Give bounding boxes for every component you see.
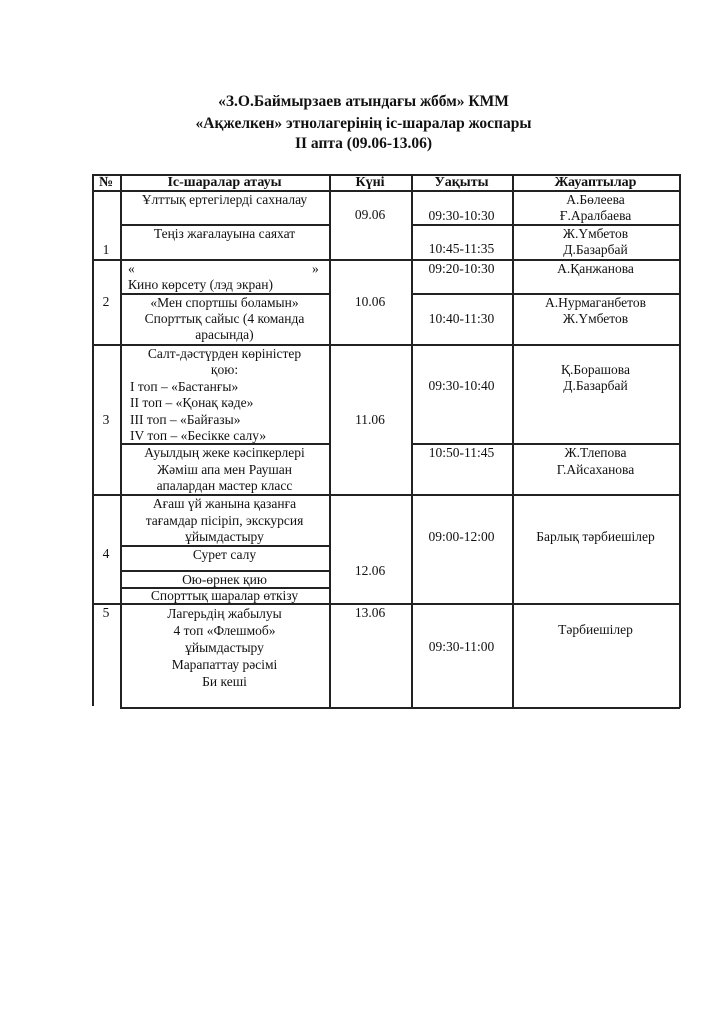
row2-resp2-a: А.Нурмаганбетов [545, 295, 646, 310]
row3-time1: 09:30-10:40 [428, 378, 495, 393]
row3-resp1-a: Қ.Борашова [561, 362, 630, 377]
row2-quote-open: « [128, 261, 135, 276]
row4-activity3: Ою-өрнек қию [182, 572, 267, 587]
row1-date: 09.06 [354, 207, 386, 222]
row1-resp1-a: А.Бөлеева [566, 192, 625, 207]
row5-resp: Тәрбиешілер [558, 622, 633, 637]
row5-activity-l5: Би кеші [202, 674, 247, 689]
header-activity: Іс-шаралар атауы [167, 175, 282, 190]
row3-activity2-l1: Ауылдың жеке кәсіпкерлері [144, 445, 305, 460]
row3-activity2-l2: Жәміш апа мен Раушан [157, 462, 292, 477]
row2-quote-close: » [312, 261, 319, 276]
row3-activity1-l2: қою: [210, 362, 239, 377]
header-time: Уақыты [434, 175, 489, 190]
row3-activity1-l3: I топ – «Бастанғы» [130, 379, 239, 394]
header-date: Күні [355, 175, 385, 190]
table-border-right [679, 174, 681, 708]
row2-time2: 10:40-11:30 [428, 311, 495, 326]
row1-activity2: Теңіз жағалауына саяхат [153, 226, 296, 241]
row4-activity1-l1: Ағаш үй жанына қазанға [152, 496, 297, 511]
row2-activity2-l2: Спорттық сайыс (4 команда [144, 311, 305, 326]
row1-activity1: Ұлттық ертегілерді сахналау [141, 192, 308, 207]
row4-activity1-l3: ұйымдастыру [185, 529, 264, 544]
row1-resp2-b: Д.Базарбай [563, 242, 628, 257]
row3-time2: 10:50-11:45 [428, 445, 495, 460]
row4-activity4: Спорттық шаралар өткізу [150, 588, 299, 603]
row5-num: 5 [102, 605, 110, 620]
row5-activity-l3: ұйымдастыру [185, 640, 264, 655]
document-title-line2: «Ақжелкен» этнолагерінің іс-шаралар жоспары [195, 115, 532, 132]
row4-num: 4 [102, 546, 110, 561]
table-border-bottom [120, 707, 680, 709]
row2-time1: 09:20-10:30 [428, 261, 495, 276]
row2-activity2-l3: арасында) [195, 327, 254, 342]
row3-resp2-a: Ж.Тлепова [564, 445, 627, 460]
row2-activity2-l1: «Мен спортшы боламын» [150, 295, 299, 310]
row3-date: 11.06 [355, 412, 385, 427]
row3-activity1-l6: IV топ – «Бесікке салу» [130, 428, 267, 443]
row1-time2: 10:45-11:35 [428, 241, 495, 256]
row4-date: 12.06 [354, 563, 386, 578]
document-title-line3: II апта (09.06-13.06) [294, 135, 433, 152]
row4-resp: Барлық тәрбиешілер [536, 529, 655, 544]
row4-activity2: Сурет салу [192, 547, 257, 562]
row5-date: 13.06 [354, 605, 386, 620]
row3-activity1-l5: III топ – «Байғазы» [130, 412, 241, 427]
header-num: № [98, 175, 114, 190]
row5-activity-l4: Марапаттау рәсімі [171, 657, 278, 672]
header-responsible: Жауаптылар [554, 175, 637, 190]
row3-activity2-l3: апалардан мастер класс [156, 478, 293, 493]
row3-resp2-b: Г.Айсаханова [556, 462, 635, 477]
row1-num: 1 [102, 242, 110, 257]
row1-resp1-b: Ғ.Аралбаева [559, 208, 632, 223]
row2-resp1: А.Қанжанова [557, 261, 634, 276]
row5-activity-l1: Лагерьдің жабылуы [167, 606, 282, 621]
row3-activity1-l4: II топ – «Қонақ кәде» [130, 395, 254, 410]
row1-resp2-a: Ж.Үмбетов [562, 226, 629, 241]
row3-num: 3 [102, 412, 110, 427]
row2-date: 10.06 [354, 294, 386, 309]
row2-activity1: Кино көрсету (лэд экран) [128, 277, 274, 292]
col-divider-activity [329, 174, 331, 708]
row5-time: 09:30-11:00 [428, 639, 495, 654]
row2-num: 2 [102, 294, 110, 309]
document-title-line1: «З.О.Баймырзаев атындағы жббм» КММ [218, 93, 509, 110]
row4-activity1-l2: тағамдар пісіріп, экскурсия [145, 513, 304, 528]
row4-time: 09:00-12:00 [428, 529, 495, 544]
row3-activity1-l1: Салт-дәстүрден көріністер [147, 346, 302, 361]
row5-activity-l2: 4 топ «Флешмоб» [173, 623, 276, 638]
row2-resp2-b: Ж.Үмбетов [562, 311, 629, 326]
row3-resp1-b: Д.Базарбай [563, 378, 628, 393]
row1-time1: 09:30-10:30 [428, 208, 495, 223]
